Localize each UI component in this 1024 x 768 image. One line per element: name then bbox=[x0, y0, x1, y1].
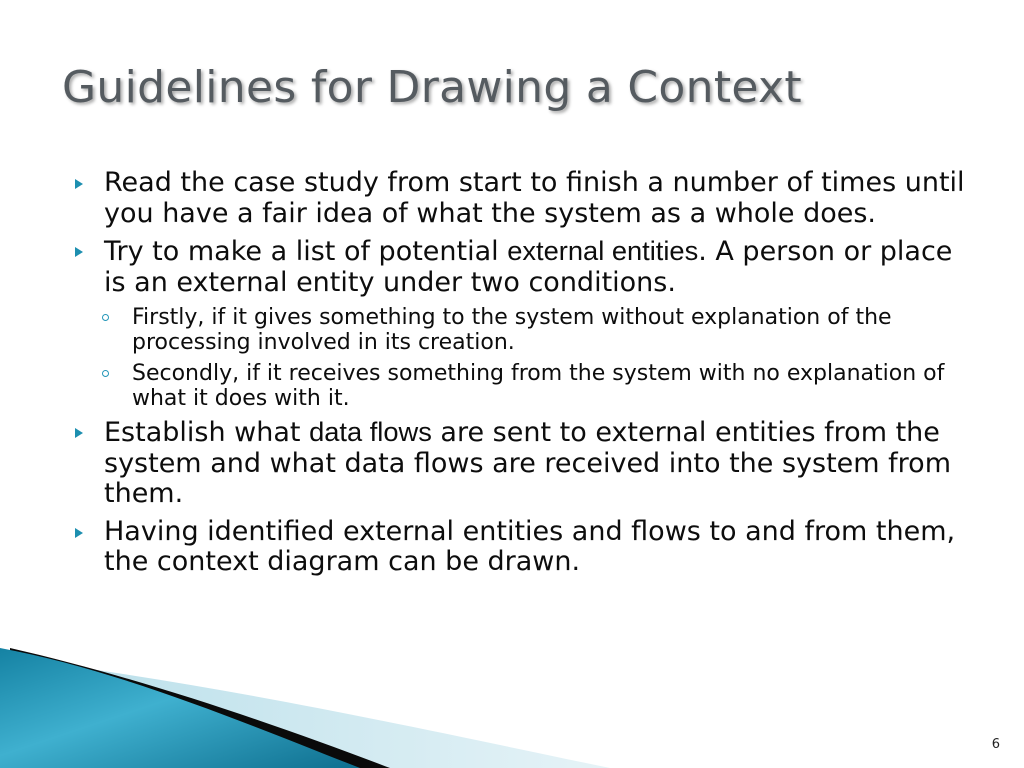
bullet-text: Read the case study from start to finish a number of times until you have a fair idea of what the system as a whole does. bbox=[104, 167, 965, 229]
triangle-bullet-icon bbox=[75, 528, 83, 538]
bullet-text: are sent to external entities from the system and what data flows are received into the system from them. bbox=[104, 417, 951, 509]
bullet-text: Having identified external entities and flows to and from them, the context diagram can be drawn. bbox=[104, 515, 956, 577]
emphasis-term: data flows bbox=[309, 416, 432, 447]
blue-wave bbox=[0, 648, 360, 768]
slide-title: Guidelines for Drawing a Context bbox=[62, 62, 802, 113]
bullet-item bbox=[72, 417, 972, 510]
bullet-item bbox=[72, 168, 972, 229]
triangle-bullet-icon bbox=[75, 179, 83, 189]
circle-bullet-icon bbox=[102, 314, 109, 321]
bullet-item bbox=[72, 517, 972, 578]
triangle-bullet-icon bbox=[75, 247, 83, 257]
bullet-text: Try to make a list of potential bbox=[104, 236, 508, 267]
triangle-bullet-icon bbox=[75, 428, 83, 438]
sub-bullet-item bbox=[100, 361, 972, 411]
sub-bullet-item bbox=[100, 305, 972, 355]
black-swoosh bbox=[10, 648, 390, 768]
circle-bullet-icon bbox=[102, 370, 109, 377]
bullet-list bbox=[72, 168, 972, 585]
sub-bullet-text: Firstly, if it gives something to the system without explanation of the processing involved in its creation. bbox=[132, 305, 892, 355]
page-number: 6 bbox=[991, 737, 1000, 752]
bullet-text: . A person or place is an external entity under two conditions. bbox=[104, 236, 953, 298]
emphasis-term: external entities bbox=[507, 235, 699, 266]
bullet-item bbox=[72, 236, 972, 298]
pale-blue-swoosh bbox=[40, 662, 610, 768]
sub-bullet-text: Secondly, if it receives something from the system with no explanation of what it does with it. bbox=[132, 361, 945, 411]
bullet-text: Establish what bbox=[104, 417, 310, 448]
